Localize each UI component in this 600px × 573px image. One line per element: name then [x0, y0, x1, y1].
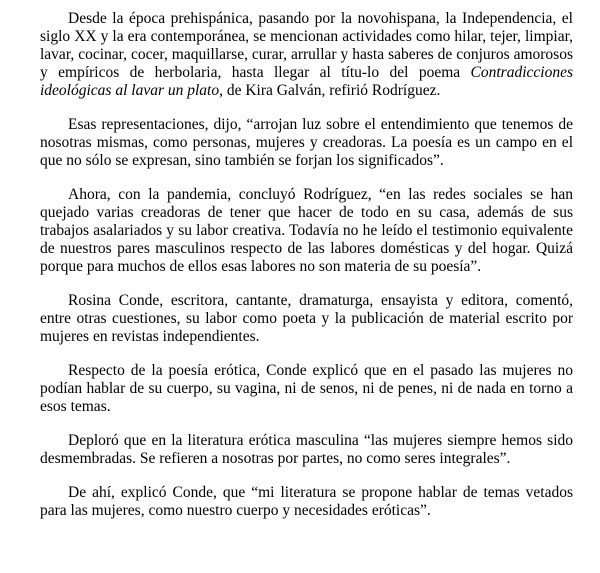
text-run: De ahí, explicó Conde, que “mi literatura se propone hablar de temas vetados para las mujeres, como nuestro cuerpo y necesidades eróticas”.	[40, 484, 573, 519]
text-run: Rosina Conde, escritora, cantante, dramaturga, ensayista y editora, comentó, entre otras cuestiones, su labor como poeta y la publicación de material escrito por mujeres en revistas independientes.	[40, 292, 573, 345]
paragraph-intro	[40, 10, 573, 100]
paragraph-representaciones	[40, 116, 573, 170]
text-run: Esas representaciones, dijo, “arrojan luz sobre el entendimiento que tenemos de nosotras mismas, como personas, mujeres y creadoras. La poesía es un campo en el que no sólo se expresan, sino también se forjan los significados”.	[40, 116, 573, 169]
paragraph-poesia-erotica	[40, 362, 573, 416]
paragraph-deploro	[40, 432, 573, 468]
text-run: , de Kira Galván, refirió Rodríguez.	[219, 82, 441, 99]
paragraph-pandemia	[40, 186, 573, 276]
text-run: Ahora, con la pandemia, concluyó Rodríguez, “en las redes sociales se han quejado varias creadoras de tener que hacer de todo en su casa, además de sus trabajos asalariados y su labor creativa. Todavía no he leído el testimonio equivalente de nuestros pares masculinos respecto de las labores domésticas y del hogar. Quizá porque para muchos de ellos esas labores no son materia de su poesía”.	[40, 186, 573, 275]
text-run: Respecto de la poesía erótica, Conde explicó que en el pasado las mujeres no podían hablar de su cuerpo, su vagina, ni de senos, ni de penes, ni de nada en torno a esos temas.	[40, 362, 573, 415]
poem-title-italic: Contradicciones ideológicas al lavar un plato	[40, 64, 573, 99]
text-run: Deploró que en la literatura erótica masculina “las mujeres siempre hemos sido desmembradas. Se refieren a nosotras por partes, no como seres integrales”.	[40, 432, 573, 467]
text-run: Desde la época prehispánica, pasando por la novohispana, la Independencia, el siglo XX y la era contemporánea, se mencionan actividades como hilar, tejer, limpiar, lavar, cocinar, cocer, maquillarse, curar, arrullar y hasta saberes de conjuros amorosos y empíricos de herbolaria, hasta llegar al títu-lo del poema	[40, 10, 573, 81]
paragraph-de-ahi	[40, 484, 573, 520]
paragraph-rosina-conde	[40, 292, 573, 346]
